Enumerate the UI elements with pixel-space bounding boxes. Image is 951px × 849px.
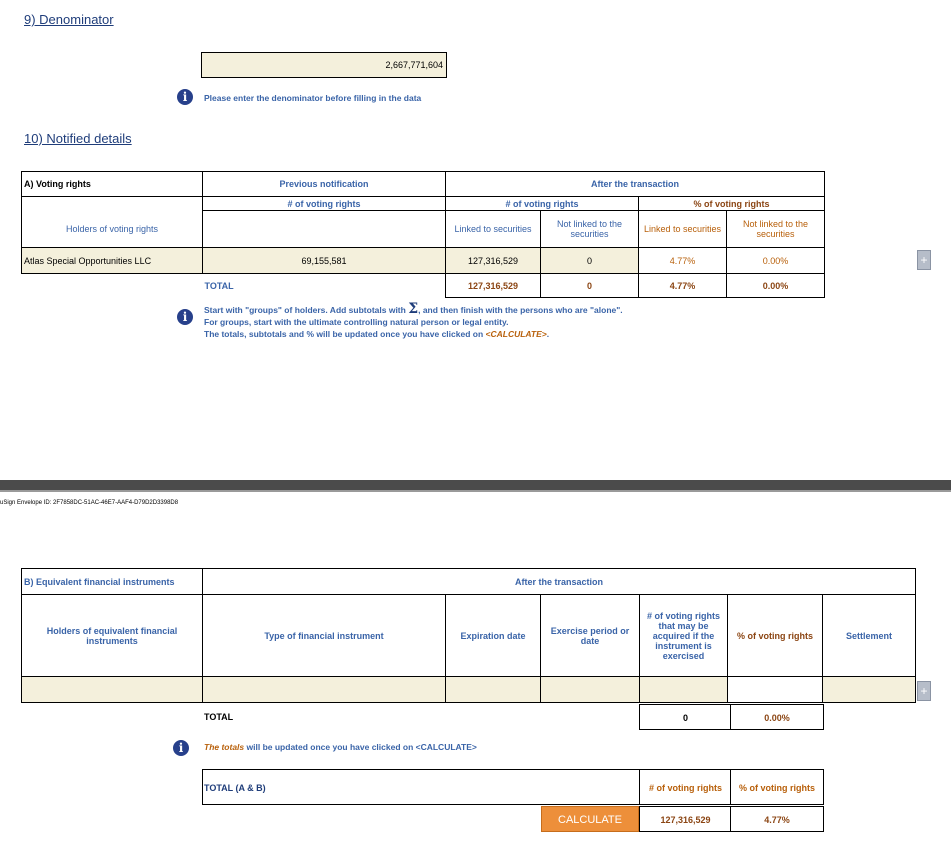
linked-header: Linked to securities [446, 211, 541, 248]
empty-cell [203, 211, 446, 248]
num-voting-rights-after-header: # of voting rights [446, 197, 639, 211]
b-total-pct: 0.00% [730, 704, 824, 730]
b-total-label: TOTAL [204, 712, 234, 722]
pct-voting-rights-header: % of voting rights [639, 197, 825, 211]
type-input[interactable] [203, 677, 446, 703]
pct-not-linked-header: Not linked to the securities [727, 211, 825, 248]
table-row [22, 677, 916, 703]
holder-cell[interactable]: Atlas Special Opportunities LLC [22, 248, 203, 274]
denominator-input[interactable]: 2,667,771,604 [201, 52, 447, 78]
total-ab-pct: 4.77% [730, 806, 824, 832]
add-row-button[interactable]: + [917, 250, 931, 270]
page-divider-line [0, 490, 951, 492]
info-icon: i [177, 89, 193, 105]
total-pct-not-linked: 0.00% [727, 274, 825, 298]
info-icon: i [177, 309, 193, 325]
not-linked-header: Not linked to the securities [541, 211, 639, 248]
previous-cell[interactable]: 69,155,581 [203, 248, 446, 274]
expiration-header: Expiration date [446, 595, 541, 677]
total-label: TOTAL [204, 280, 234, 291]
page-divider [0, 480, 951, 490]
calculate-button[interactable]: CALCULATE [541, 806, 639, 832]
linked-cell[interactable]: 127,316,529 [446, 248, 541, 274]
total-ab-box [202, 769, 639, 805]
empty-cell [22, 274, 203, 298]
holders-header: Holders of voting rights [22, 211, 203, 248]
voting-rights-note: Start with "groups" of holders. Add subtotals with Σ, and then finish with the persons who are "alone". For groups, start with the ultimate controlling natural person or legal entity. The totals, subtotals and % will be updated once you have clicked on <CALCULATE>. [204, 301, 623, 339]
exercise-input[interactable] [541, 677, 640, 703]
settlement-input[interactable] [823, 677, 916, 703]
num-voting-header: # of voting rights that may be acquired if the instrument is exercised [640, 595, 728, 677]
table-row [22, 248, 825, 274]
pct-voting-cell [728, 677, 823, 703]
holder-input[interactable] [22, 677, 203, 703]
sigma-icon[interactable]: Σ [408, 301, 419, 317]
expiration-input[interactable] [446, 677, 541, 703]
b-note: The totals will be updated once you have clicked on <CALCULATE> [204, 742, 477, 752]
total-ab-num: 127,316,529 [639, 806, 731, 832]
equivalent-header: B) Equivalent financial instruments [22, 569, 203, 595]
pct-linked-header: Linked to securities [639, 211, 727, 248]
holders-header: Holders of equivalent financial instruments [22, 595, 203, 677]
denominator-note: Please enter the denominator before filling in the data [204, 93, 422, 103]
voting-rights-table [21, 171, 825, 298]
total-not-linked: 0 [541, 274, 639, 298]
info-icon: i [173, 740, 189, 756]
add-row-button[interactable]: + [917, 681, 931, 701]
after-transaction-header: After the transaction [446, 172, 825, 197]
total-linked: 127,316,529 [446, 274, 541, 298]
total-ab-num-header: # of voting rights [639, 769, 731, 805]
pct-voting-header: % of voting rights [728, 595, 823, 677]
pct-not-linked-cell: 0.00% [727, 248, 825, 274]
b-total-num: 0 [639, 704, 731, 730]
exercise-header: Exercise period or date [541, 595, 640, 677]
num-voting-input[interactable] [640, 677, 728, 703]
total-pct-linked: 4.77% [639, 274, 727, 298]
pct-linked-cell: 4.77% [639, 248, 727, 274]
empty-cell [22, 197, 203, 211]
section-10-title: 10) Notified details [24, 131, 132, 146]
not-linked-cell[interactable]: 0 [541, 248, 639, 274]
envelope-id: uSign Envelope ID: 2F7858DC-51AC-46E7-AAF4-D79D2D3398D8 [0, 500, 179, 506]
num-voting-rights-header: # of voting rights [203, 197, 446, 211]
after-transaction-header: After the transaction [203, 569, 916, 595]
total-ab-pct-header: % of voting rights [730, 769, 824, 805]
section-9-title: 9) Denominator [24, 12, 114, 27]
type-header: Type of financial instrument [203, 595, 446, 677]
settlement-header: Settlement [823, 595, 916, 677]
voting-rights-header: A) Voting rights [22, 172, 203, 197]
equivalent-instruments-table [21, 568, 916, 703]
total-ab-label: TOTAL (A & B) [204, 783, 266, 793]
previous-notification-header: Previous notification [203, 172, 446, 197]
